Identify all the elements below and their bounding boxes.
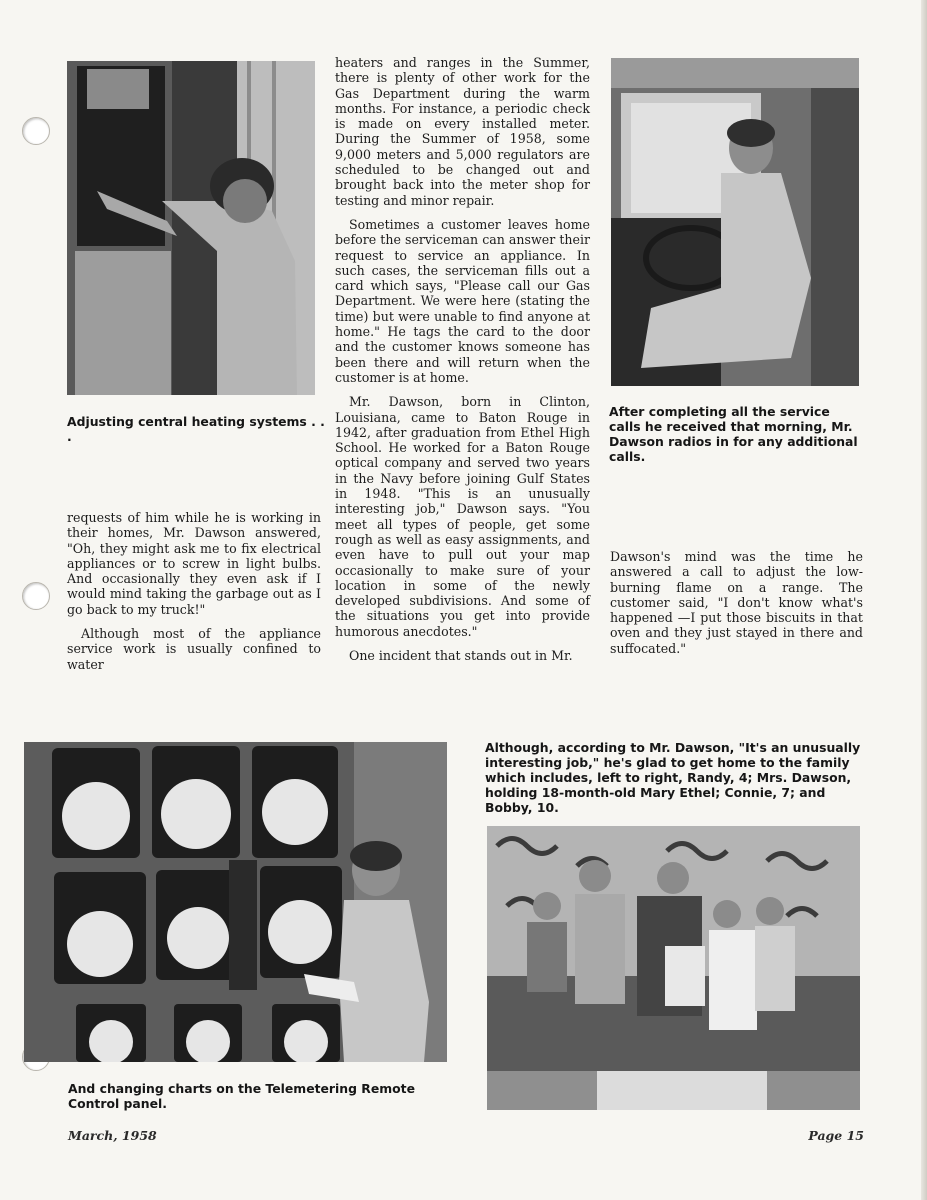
caption-charts: And changing charts on the Telemetering Remote Control panel. — [68, 1081, 415, 1111]
photo-truck-radio — [611, 58, 859, 386]
paragraph: heaters and ranges in the Summer, there is plenty of other work for the Gas Department during the warm months. For instance, a periodic check is made on every installed meter. During the Summer of 1958, some 9,000 meters and 5,000 regulators are scheduled to be changed out and brought back into the meter shop for testing and minor repair. — [335, 55, 590, 208]
column-right-lower — [610, 549, 863, 665]
caption-truck: After completing all the service calls he received that morning, Mr. Dawson radios in for any additional calls. — [609, 404, 858, 464]
caption-heating: Adjusting central heating systems . . . — [67, 414, 325, 444]
binder-hole-middle — [22, 582, 50, 610]
paragraph: Although most of the appliance service work is usually confined to water — [67, 626, 321, 672]
photo-telemetering-panel — [24, 742, 447, 1062]
paragraph: Dawson's mind was the time he answered a call to adjust the low-burning flame on a range. The customer said, "I don't know what's happened —I put those biscuits in that oven and they just stayed in there and suffocated." — [610, 549, 863, 656]
column-left-lower — [67, 510, 321, 681]
paragraph: Mr. Dawson, born in Clinton, Louisiana, came to Baton Rouge in 1942, after graduation from Ethel High School. He worked for a Baton Rouge optical company and served two years in the Navy before joining Gulf States in 1948. "This is an unusually interesting job," Dawson says. "You meet all types of people, get some rough as well as easy assignments, and even have to pull out your map occasionally to make sure of your location in some of the newly developed subdivisions. And some of the situations you get into provide humorous anecdotes." — [335, 394, 590, 639]
paragraph: One incident that stands out in Mr. — [349, 647, 573, 663]
footer-date: March, 1958 — [68, 1128, 157, 1143]
caption-family: Although, according to Mr. Dawson, "It's an unusually interesting job," he's glad to get home to the family which includes, left to right, Randy, 4; Mrs. Dawson, holding 18-month-old Mary Ethel; Connie, 7; and Bobby, 10. — [485, 740, 861, 815]
footer-page-number: Page 15 — [808, 1128, 864, 1143]
photo-heating-system — [67, 61, 315, 395]
binder-hole-top — [22, 117, 50, 145]
photo-family — [487, 826, 860, 1110]
paragraph: requests of him while he is working in their homes, Mr. Dawson answered, "Oh, they might ask me to fix electrical appliances or to screw in light bulbs. And occasionally they even ask if I would mind taking the garbage out as I go back to my truck!" — [67, 510, 321, 617]
page-edge — [921, 0, 927, 1200]
paragraph: Sometimes a customer leaves home before the serviceman can answer their request to service an appliance. In such cases, the serviceman fills out a card which says, "Please call our Gas Department. We were here (stating the time) but were unable to find anyone at home." He tags the card to the door and the customer knows someone has been there and will return when the customer is at home. — [335, 216, 590, 385]
column-middle — [335, 55, 590, 672]
